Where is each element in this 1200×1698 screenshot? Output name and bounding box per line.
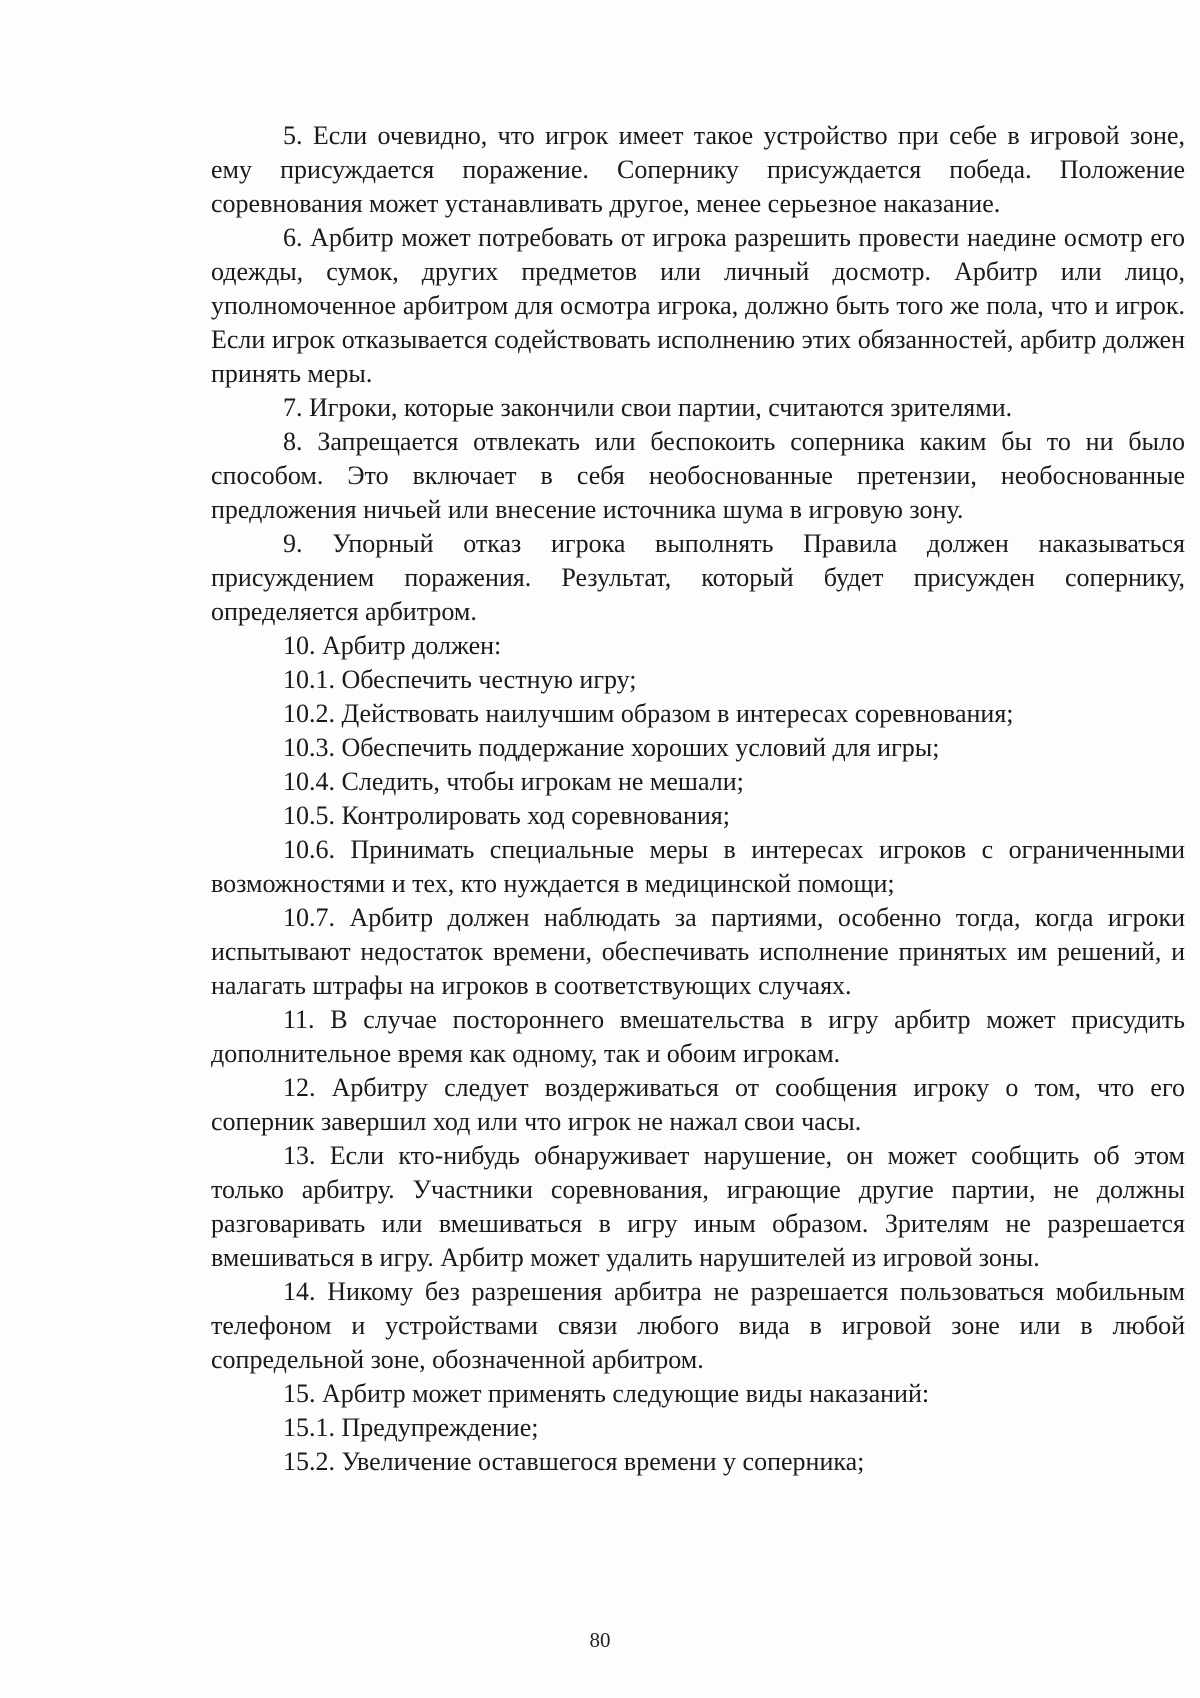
paragraph-7: 7. Игроки, которые закончили свои партии, считаются зрителями. xyxy=(283,393,1013,422)
paragraph-8: 8. Запрещается отвлекать или беспокоить соперника каким бы то ни было способом. Это включает в себя необоснованные претензии, необоснованные предложения ничьей или внесение источника шума в игровую зону. xyxy=(211,427,1185,524)
list-item-10-4: 10.4. Следить, чтобы игрокам не мешали; xyxy=(283,767,744,796)
paragraph-9: 9. Упорный отказ игрока выполнять Правила должен наказываться присуждением поражения. Результат, который будет присужден сопернику, определяется арбитром. xyxy=(211,529,1185,626)
list-item-10-7: 10.7. Арбитр должен наблюдать за партиями, особенно тогда, когда игроки испытывают недостаток времени, обеспечивать исполнение принятых им решений, и налагать штрафы на игроков в соответствующих случаях. xyxy=(211,903,1185,1000)
list-item-15-2: 15.2. Увеличение оставшегося времени у соперника; xyxy=(283,1447,865,1476)
page-number: 80 xyxy=(589,1628,611,1652)
list-item-15-1: 15.1. Предупреждение; xyxy=(283,1413,539,1442)
paragraph-11: 11. В случае постороннего вмешательства в игру арбитр может присудить дополнительное время как одному, так и обоим игрокам. xyxy=(211,1005,1185,1068)
paragraph-10: 10. Арбитр должен: xyxy=(283,631,502,660)
paragraph-6: 6. Арбитр может потребовать от игрока разрешить провести наедине осмотр его одежды, сумок, других предметов или личный досмотр. Арбитр или лицо, уполномоченное арбитром для осмотра игрока, должно быть того же пола, что и игрок. Если игрок отказывается содействовать исполнению этих обязанностей, арбитр должен принять меры. xyxy=(211,223,1185,388)
paragraph-13: 13. Если кто-нибудь обнаруживает нарушение, он может сообщить об этом только арбитру. Участники соревнования, играющие другие партии, не должны разговаривать или вмешиваться в игру иным образом. Зрителям не разрешается вмешиваться в игру. Арбитр может удалить нарушителей из игровой зоны. xyxy=(211,1141,1185,1272)
paragraph-14: 14. Никому без разрешения арбитра не разрешается пользоваться мобильным телефоном и устройствами связи любого вида в игровой зоне или в любой сопредельной зоне, обозначенной арбитром. xyxy=(211,1277,1185,1374)
list-item-10-6: 10.6. Принимать специальные меры в интересах игроков с ограниченными возможностями и тех, кто нуждается в медицинской помощи; xyxy=(211,835,1185,898)
list-item-10-3: 10.3. Обеспечить поддержание хороших условий для игры; xyxy=(283,733,940,762)
document-body xyxy=(211,119,1185,1479)
paragraph-5: 5. Если очевидно, что игрок имеет такое устройство при себе в игровой зоне, ему присуждается поражение. Сопернику присуждается победа. Положение соревнования может устанавливать другое, менее серьезное наказание. xyxy=(211,121,1185,218)
list-item-10-2: 10.2. Действовать наилучшим образом в интересах соревнования; xyxy=(283,699,1014,728)
list-item-10-5: 10.5. Контролировать ход соревнования; xyxy=(283,801,730,830)
list-item-10-1: 10.1. Обеспечить честную игру; xyxy=(283,665,637,694)
paragraph-15: 15. Арбитр может применять следующие виды наказаний: xyxy=(283,1379,930,1408)
paragraph-12: 12. Арбитру следует воздерживаться от сообщения игроку о том, что его соперник завершил ход или что игрок не нажал свои часы. xyxy=(211,1073,1185,1136)
